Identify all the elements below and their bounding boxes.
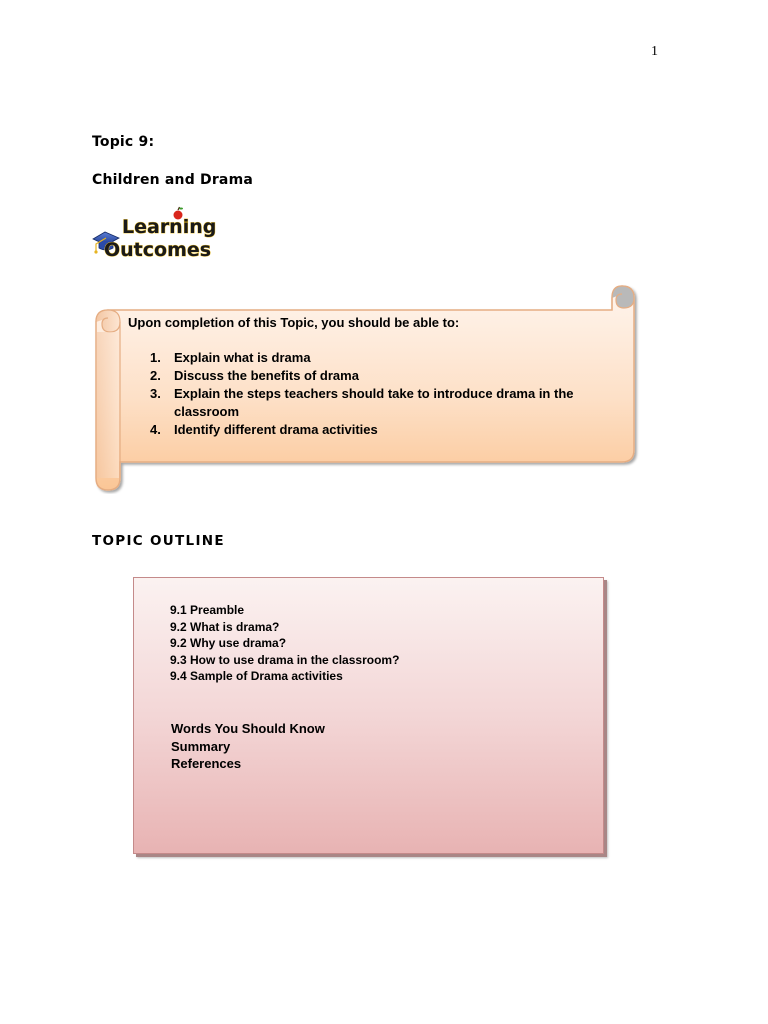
learning-outcome-text: Identify different drama activities — [174, 422, 378, 437]
topic-title: Children and Drama — [92, 172, 254, 188]
learning-outcomes-scroll — [88, 282, 640, 494]
topic-outline-box — [133, 577, 604, 854]
outline-extra-item: Words You Should Know — [171, 721, 325, 736]
learning-outcomes-logo — [90, 206, 220, 262]
topic-outline-sections — [170, 602, 399, 685]
logo-word-outcomes: Outcomes — [104, 239, 212, 261]
learning-outcome-item — [128, 349, 608, 367]
learning-outcome-item — [128, 367, 608, 385]
learning-outcome-item — [128, 421, 608, 439]
outline-section-item: 9.4 Sample of Drama activities — [170, 669, 343, 683]
learning-outcomes-list — [128, 349, 608, 439]
learning-outcome-text: Explain the steps teachers should take to introduce drama in the classroom — [174, 386, 574, 419]
outline-extra-item: References — [171, 756, 242, 771]
topic-outline-heading: TOPIC OUTLINE — [92, 533, 225, 549]
outline-section-item: 9.3 How to use drama in the classroom? — [170, 652, 400, 667]
topic-outline-extras — [171, 720, 325, 773]
topic-number: Topic 9: — [92, 134, 155, 150]
learning-outcome-item — [128, 385, 608, 421]
learning-outcome-number: 4. — [150, 422, 161, 437]
outline-section-item: 9.2 What is drama? — [170, 619, 280, 634]
learning-outcome-text: Explain what is drama — [174, 350, 311, 365]
learning-outcome-text: Discuss the benefits of drama — [174, 368, 359, 383]
outline-section-item: 9.1 Preamble — [170, 603, 245, 617]
learning-outcome-number: 1. — [150, 350, 161, 365]
logo-word-learning: Learning — [122, 216, 217, 238]
learning-outcome-number: 2. — [150, 368, 161, 383]
page-number: 1 — [651, 44, 658, 59]
outline-extra-item: Summary — [171, 738, 231, 754]
learning-outcome-number: 3. — [150, 386, 161, 401]
learning-outcomes-content — [128, 314, 608, 439]
learning-outcomes-intro: Upon completion of this Topic, you should be able to: — [128, 315, 460, 330]
outline-section-item: 9.2 Why use drama? — [170, 636, 287, 650]
